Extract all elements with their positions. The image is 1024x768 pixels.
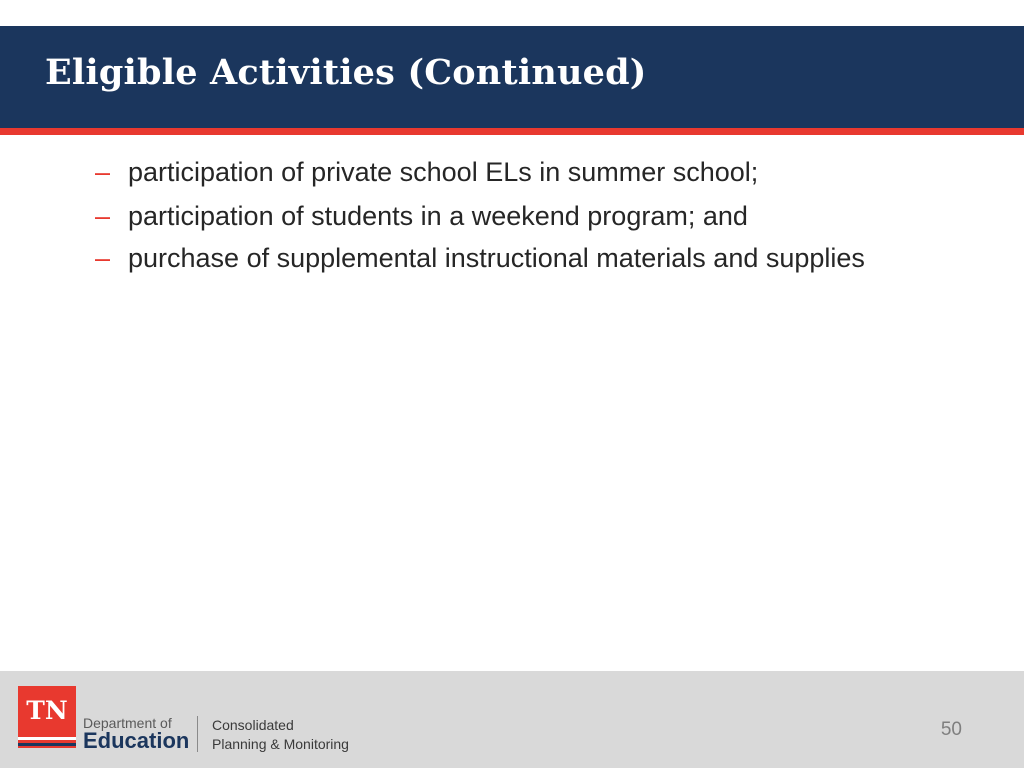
list-item <box>95 152 895 192</box>
education-label: Education <box>83 728 190 753</box>
dash-bullet-icon: – <box>95 157 111 187</box>
dash-bullet-icon: – <box>95 243 111 273</box>
list-item <box>95 240 895 277</box>
bullet-text: participation of students in a weekend program; and <box>128 201 748 231</box>
footer-bar <box>0 671 1024 768</box>
slide-title: Eligible Activities (Continued) <box>45 52 647 93</box>
department-label: Department of <box>83 715 172 731</box>
bullet-list <box>95 152 895 281</box>
logo-stripe-white <box>18 737 76 740</box>
dash-bullet-icon: – <box>95 201 111 231</box>
tn-logo-text: TN <box>26 696 68 725</box>
program-label-line1: Consolidated <box>212 717 294 733</box>
logo-stripe-blue <box>18 743 76 746</box>
program-label-line2: Planning & Monitoring <box>212 736 349 752</box>
logo-divider <box>197 716 198 752</box>
top-margin <box>0 0 1024 26</box>
page-number: 50 <box>940 719 962 740</box>
bullet-text: purchase of supplemental instructional materials and supplies <box>128 243 865 273</box>
tn-logo <box>18 686 76 748</box>
list-item <box>95 196 895 236</box>
title-accent-stripe <box>0 128 1024 135</box>
bullet-text: participation of private school ELs in summer school; <box>128 157 759 187</box>
